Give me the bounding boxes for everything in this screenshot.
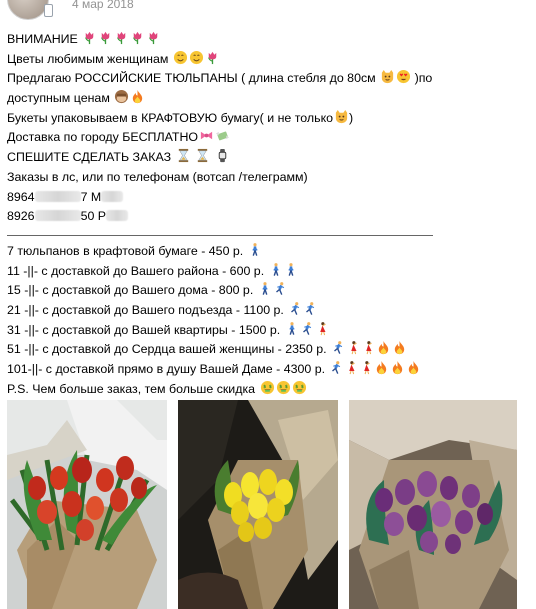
price-text: 11 -||- с доставкой до Вашего района - 600 р.: [7, 263, 265, 278]
smiling-face-icon: [189, 50, 204, 65]
blurred-name: [101, 191, 123, 202]
price-text: 7 тюльпанов в крафтовой бумаге - 450 р.: [7, 243, 244, 258]
dancing-woman-icon: [315, 321, 329, 336]
blurred-phone-digits: [35, 210, 81, 221]
prices-text: доступным ценам: [7, 91, 110, 106]
packaging-text-end: ): [349, 110, 354, 125]
running-man-icon: [273, 281, 287, 296]
heart-eyes-icon: [396, 69, 411, 84]
blurred-phone-digits: [35, 191, 81, 202]
ribbon-icon: [199, 128, 214, 143]
fire-icon: [376, 340, 391, 355]
running-man-icon: [288, 301, 302, 316]
separator-line: [7, 235, 433, 236]
post-line-packaging: [7, 109, 527, 129]
price-row: [7, 281, 527, 301]
see-no-evil-monkey-icon: [114, 89, 129, 104]
post-line-flowers: [7, 50, 527, 70]
tulip-icon: [130, 30, 145, 45]
price-text: 101-||- с доставкой прямо в душу Вашей Даме - 4300 р.: [7, 362, 326, 376]
running-man-icon: [329, 360, 343, 375]
post-line-phone-2: [7, 207, 527, 227]
phone-1-prefix: 8964: [7, 189, 35, 204]
phone-2-prefix: 8926: [7, 209, 35, 224]
money-wings-icon: [215, 128, 230, 143]
fire-icon: [390, 360, 405, 375]
fire-icon: [392, 340, 407, 355]
mobile-online-icon: [44, 4, 53, 17]
phone-2-suffix: 50 Р: [80, 209, 107, 224]
running-man-icon: [300, 321, 314, 336]
money-mouth-face-icon: [292, 380, 307, 395]
price-row: [7, 242, 527, 262]
running-man-icon: [331, 340, 345, 355]
walking-man-icon: [285, 321, 299, 336]
tulip-icon: [146, 30, 161, 45]
post-line-attention: [7, 30, 527, 50]
dancing-woman-icon: [346, 340, 360, 355]
delivery-text: Доставка по городу БЕСПЛАТНО: [7, 130, 199, 145]
red-tulips-photo[interactable]: [7, 400, 167, 609]
author-avatar[interactable]: [7, 0, 49, 20]
blurred-name: [106, 210, 128, 221]
price-row: [7, 340, 527, 360]
price-text: 51 -||- с доставкой до Сердца вашей женщины - 2350 р.: [7, 342, 327, 357]
money-mouth-face-icon: [276, 380, 291, 395]
price-row: [7, 301, 527, 321]
dancing-woman-icon: [359, 360, 373, 375]
walking-man-icon: [284, 262, 298, 277]
offer-text-end: )по: [414, 71, 433, 86]
packaging-text: Букеты упаковываем в КРАФТОВУЮ бумагу( и не только: [7, 110, 334, 125]
post-line-orders: [7, 168, 527, 188]
post-text: [7, 30, 527, 399]
person-raising-hand-icon: [173, 50, 188, 65]
dancing-woman-icon: [344, 360, 358, 375]
flowers-text: Цветы любимым женщинам: [7, 51, 169, 66]
price-row: [7, 262, 527, 282]
tulip-icon: [82, 30, 97, 45]
post-line-offer: [7, 69, 527, 89]
hourglass-icon: [195, 148, 210, 163]
fire-icon: [406, 360, 421, 375]
tulip-icon: [205, 50, 220, 65]
hourglass-icon: [176, 148, 191, 163]
price-row: [7, 360, 527, 380]
fire-icon: [130, 89, 145, 104]
walking-man-icon: [258, 281, 272, 296]
postscript-row: [7, 380, 527, 400]
tulip-icon: [114, 30, 129, 45]
smirking-cat-icon: [334, 109, 349, 124]
phone-1-suffix: 7 М: [80, 189, 102, 204]
purple-tulips-photo[interactable]: [349, 400, 517, 609]
price-text: 15 -||- с доставкой до Вашего дома - 800 р.: [7, 283, 254, 298]
hurry-text: СПЕШИТЕ СДЕЛАТЬ ЗАКАЗ: [7, 150, 172, 165]
orders-text: Заказы в лс, или по телефонам (вотсап /телеграмм): [7, 169, 308, 184]
postscript-text: P.S. Чем больше заказ, тем больше скидка: [7, 381, 256, 396]
price-row: [7, 321, 527, 341]
post-line-prices: [7, 89, 527, 109]
post-line-hurry: [7, 148, 527, 168]
offer-text: Предлагаю РОССИЙСКИЕ ТЮЛЬПАНЫ ( длина стебля до 80см: [7, 71, 376, 86]
price-text: 21 -||- с доставкой до Вашего подъезда - 1100 р.: [7, 302, 284, 317]
post-line-phone-1: [7, 188, 527, 208]
weary-cat-icon: [380, 69, 395, 84]
post-line-delivery: [7, 128, 527, 148]
walking-man-icon: [269, 262, 283, 277]
post-date[interactable]: 4 мар 2018: [72, 0, 134, 11]
fire-icon: [374, 360, 389, 375]
attention-text: ВНИМАНИЕ: [7, 32, 78, 46]
walking-man-icon: [248, 242, 262, 257]
money-mouth-face-icon: [260, 380, 275, 395]
tulip-icon: [98, 30, 113, 45]
watch-icon: [215, 148, 230, 163]
dancing-woman-icon: [361, 340, 375, 355]
yellow-tulips-photo[interactable]: [178, 400, 338, 609]
running-man-icon: [303, 301, 317, 316]
price-text: 31 -||- с доставкой до Вашей квартиры - 1500 р.: [7, 322, 281, 337]
